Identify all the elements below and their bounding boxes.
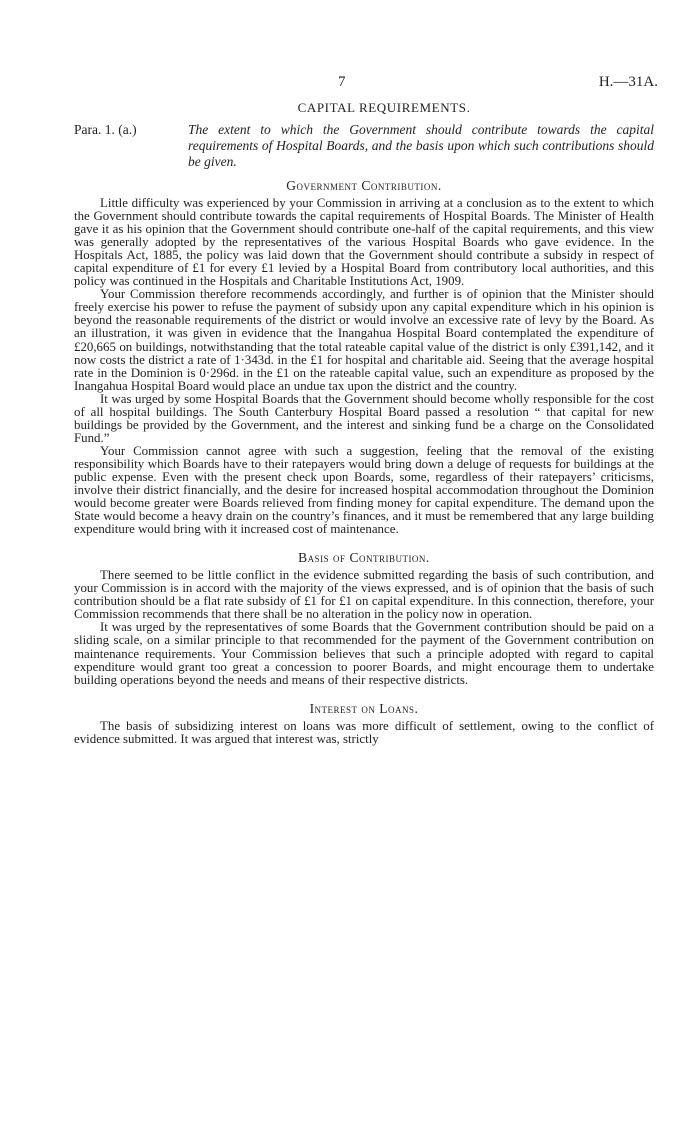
section-heading: Government Contribution.: [286, 178, 442, 193]
paragraph: The basis of subsidizing interest on loans was more difficult of settlement, owing to the conflict of evidence submitted. It was argued that interest was, strictly: [74, 718, 654, 746]
paragraph: It was urged by the representatives of some Boards that the Government contribution should be paid on a sliding scale, on a similar principle to that recommended for the payment of the Government contribution on maintenance requirements. Your Commission believes that such a principle adopted with regard to capital expenditure would grant too great a concession to poorer Boards, and might encourage them to undertake building operations beyond the needs and means of their respective districts.: [74, 620, 654, 687]
section-heading: Basis of Contribution.: [298, 550, 430, 566]
section-government-contribution: [74, 178, 654, 536]
page-number: 7: [338, 74, 346, 90]
para-label: Para. 1. (a.): [74, 122, 137, 137]
paragraph: Your Commission therefore recommends accordingly, and further is of opinion that the Minister should freely exercise his power to refuse the payment of subsidy upon any capital expenditure which in his opinion is beyond the reasonable requirements of the district or would involve an excessive rate of levy by the Board. As an illustration, it was given in evidence that the Inangahua Hospital Board contemplated the expenditure of £20,665 on buildings, notwithstanding that the total rateable capital value of the district is only £391,142, and it now costs the district a rate of 1·343d. in the £1 for hospital and charitable aid. Seeing that the average hospital rate in the Dominion is 0·296d. in the £1 on the rateable capital value, such an expenditure as proposed by the Inangahua Hospital Board would place an undue tax upon the district and the country.: [74, 287, 654, 393]
paragraph: Your Commission cannot agree with such a suggestion, feeling that the removal of the existing responsibility which Boards have to their ratepayers would bring down a deluge of requests for buildings at the public expense. Even with the present check upon Boards, some, regardless of their ratepayers’ criticisms, involve their district financially, and the desire for increased hospital accommodation throughout the Dominion would become greater were Boards relieved from finding money for capital expenditure. The demand upon the State would become a heavy drain on the country’s finances, and it must be remembered that any large building expenditure would bring with it increased cost of maintenance.: [74, 443, 654, 537]
section-interest-on-loans: [74, 701, 654, 746]
para-title: The extent to which the Government should contribute towards the capital requirements of Hospital Boards, and the basis upon which such contributions should be given.: [188, 122, 654, 169]
para-heading: [74, 122, 654, 170]
document-reference: H.—31A.: [598, 74, 658, 90]
paragraph: There seemed to be little conflict in the evidence submitted regarding the basis of such contribution, and your Commission is in accord with the majority of the views expressed, and is of opinion that the basis of such contribution should be a flat rate subsidy of £1 for £1 on capital expenditure. In this connection, therefore, your Commission recommends that there shall be no alteration in the policy now in operation.: [74, 568, 654, 622]
main-heading: CAPITAL REQUIREMENTS.: [297, 100, 471, 115]
paragraph: It was urged by some Hospital Boards that the Government should become wholly responsible for the cost of all hospital buildings. The South Canterbury Hospital Board passed a resolution “ that capital for new buildings be provided by the Government, and the interest and sinking fund be a charge on the Consolidated Fund.”: [74, 391, 654, 445]
section-heading: Interest on Loans.: [309, 700, 419, 716]
paragraph: Little difficulty was experienced by your Commission in arriving at a conclusion as to the extent to which the Government should contribute towards the capital requirements of Hospital Boards. The Minister of Health gave it as his opinion that the Government should contribute one-half of the capital requirements, and this view was generally adopted by the representatives of the various Hospital Boards who gave evidence. In the Hospitals Act, 1885, the policy was laid down that the Government should contribute a subsidy in respect of capital expenditure of £1 for every £1 levied by a Hospital Board from contributory local authorities, and this policy was continued in the Hospitals and Charitable Institutions Act, 1909.: [74, 196, 654, 289]
section-basis-of-contribution: [74, 550, 654, 686]
